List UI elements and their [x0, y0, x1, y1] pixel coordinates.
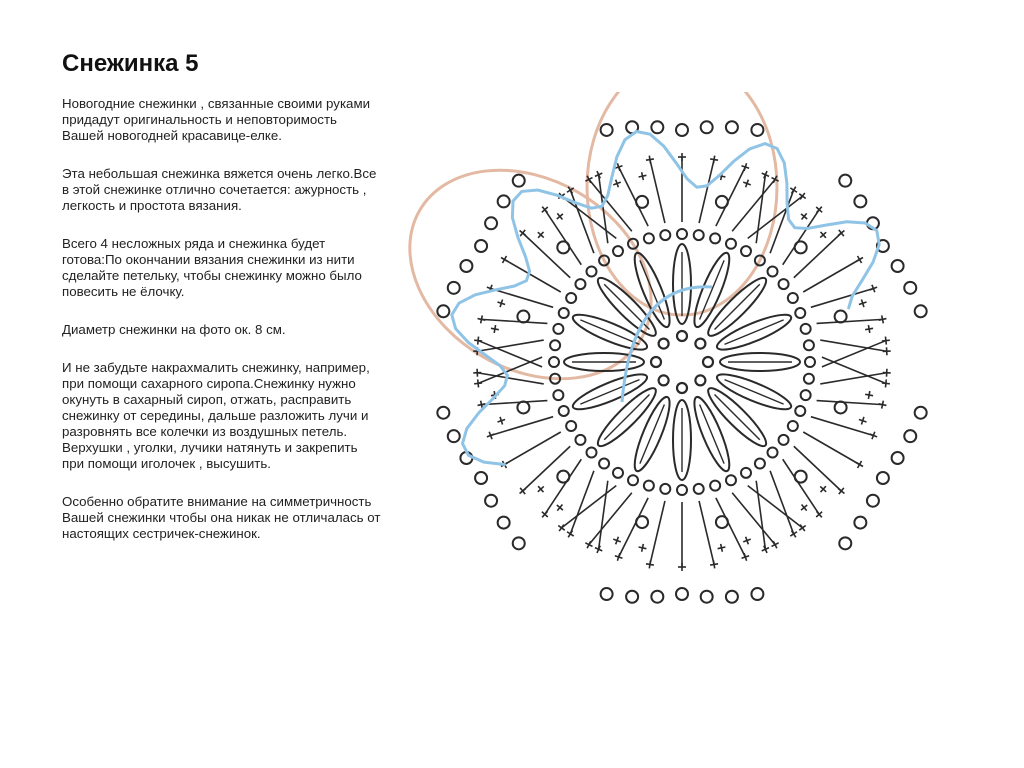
- picot-ring: [485, 217, 497, 229]
- middle-chain-ring: [599, 459, 609, 469]
- middle-chain-ring: [694, 484, 704, 494]
- single-crochet-mark: [742, 535, 752, 545]
- middle-chain-ring: [566, 421, 576, 431]
- middle-chain-ring: [795, 406, 805, 416]
- center-chain-ring: [659, 375, 669, 385]
- single-crochet-mark: [645, 560, 654, 569]
- fan-stitch: [650, 501, 665, 565]
- fan-stitch: [822, 357, 886, 383]
- middle-chain-ring: [553, 324, 563, 334]
- arm-chain-ring: [716, 196, 728, 208]
- single-crochet-mark: [474, 379, 483, 388]
- single-crochet-mark: [788, 185, 799, 196]
- picot-ring: [726, 591, 738, 603]
- fan-stitch: [756, 481, 765, 550]
- middle-chain-ring: [644, 233, 654, 243]
- picot-ring: [460, 260, 472, 272]
- arm-chain-ring: [557, 241, 569, 253]
- middle-chain-ring: [575, 279, 585, 289]
- fan-stitch: [794, 446, 842, 491]
- fan-stitch: [545, 210, 581, 265]
- single-crochet-mark: [878, 400, 887, 409]
- fan-stitch: [803, 260, 859, 293]
- picot-ring: [498, 195, 510, 207]
- single-crochet-mark: [868, 283, 878, 293]
- single-crochet-mark: [477, 315, 486, 324]
- middle-chain-ring: [677, 229, 687, 239]
- single-crochet-mark: [539, 509, 550, 520]
- middle-chain-ring: [768, 266, 778, 276]
- single-crochet-mark: [881, 379, 890, 388]
- middle-chain-ring: [741, 246, 751, 256]
- picot-ring: [701, 591, 713, 603]
- single-crochet-mark: [499, 254, 510, 265]
- picot-ring: [601, 124, 613, 136]
- single-crochet-mark: [883, 347, 891, 355]
- middle-chain-ring: [586, 266, 596, 276]
- single-crochet-mark: [535, 229, 546, 240]
- middle-chain-ring: [779, 279, 789, 289]
- fan-stitch: [732, 493, 775, 545]
- picot-ring: [475, 240, 487, 252]
- single-crochet-mark: [717, 543, 726, 552]
- single-crochet-mark: [798, 502, 809, 513]
- middle-chain-ring: [804, 374, 814, 384]
- single-crochet-mark: [612, 178, 622, 188]
- middle-chain-ring: [559, 406, 569, 416]
- single-crochet-mark: [814, 509, 825, 520]
- center-chain-ring: [703, 357, 713, 367]
- single-crochet-mark: [854, 254, 865, 265]
- middle-chain-ring: [550, 340, 560, 350]
- middle-chain-ring: [741, 468, 751, 478]
- picot-ring: [448, 282, 460, 294]
- single-crochet-mark: [788, 528, 799, 539]
- arm-chain-ring: [835, 311, 847, 323]
- single-crochet-mark: [612, 535, 622, 545]
- center-chain-ring: [677, 331, 687, 341]
- arm-chain-ring: [716, 516, 728, 528]
- fan-stitch: [699, 501, 714, 565]
- single-crochet-mark: [490, 324, 499, 333]
- picot-ring: [513, 175, 525, 187]
- single-crochet-mark: [858, 298, 868, 308]
- middle-chain-ring: [788, 293, 798, 303]
- fan-stitch: [699, 160, 714, 224]
- picot-ring: [854, 517, 866, 529]
- picot-ring: [904, 430, 916, 442]
- middle-chain-ring: [710, 481, 720, 491]
- single-crochet-mark: [473, 369, 481, 377]
- arm-chain-ring: [517, 401, 529, 413]
- single-crochet-mark: [485, 430, 495, 440]
- arm-chain-ring: [636, 196, 648, 208]
- picot-ring: [676, 124, 688, 136]
- picot-ring: [915, 407, 927, 419]
- picot-ring: [601, 588, 613, 600]
- single-crochet-mark: [539, 204, 550, 215]
- fan-stitch: [491, 289, 554, 308]
- arm-chain-ring: [517, 311, 529, 323]
- picot-ring: [651, 121, 663, 133]
- highlight-outline: [392, 92, 777, 421]
- picot-ring: [448, 430, 460, 442]
- single-crochet-mark: [614, 552, 624, 562]
- middle-chain-ring: [559, 308, 569, 318]
- fan-stitch: [570, 471, 594, 534]
- paragraph-rows: Всего 4 несложных ряда и снежинка будет готова:По окончании вязания снежинки из нити сделайте петельку, чтобы снежинку можно было повесить не ёлочку.: [62, 236, 362, 299]
- fan-stitch: [477, 373, 543, 384]
- arm-chain-ring: [557, 471, 569, 483]
- middle-chain-ring: [575, 435, 585, 445]
- middle-chain-ring: [566, 293, 576, 303]
- single-crochet-mark: [474, 336, 483, 345]
- single-crochet-mark: [638, 543, 647, 552]
- middle-chain-ring: [795, 308, 805, 318]
- single-crochet-mark: [818, 229, 829, 240]
- single-crochet-mark: [678, 563, 686, 571]
- single-crochet-mark: [854, 459, 865, 470]
- highlight-arc: [392, 128, 689, 421]
- single-crochet-mark: [709, 155, 718, 164]
- single-crochet-mark: [554, 211, 565, 222]
- single-crochet-mark: [858, 416, 868, 426]
- single-crochet-mark: [742, 178, 752, 188]
- paragraph-starch: И не забудьте накрахмалить снежинку, например, при помощи сахарного сиропа.Снежинку нужно окунуть в сахарный сироп, отжать, расправить снежинку от середины, дальше разложить лучи и разровнять все колечки из воздушных петель. Верхушки , уголки, лучики натянуть и закрепить при помощи иголочек , высушить.: [62, 360, 370, 471]
- single-crochet-mark: [496, 298, 506, 308]
- arm-chain-ring: [835, 401, 847, 413]
- middle-chain-ring: [677, 485, 687, 495]
- center-chain-ring: [659, 339, 669, 349]
- single-crochet-mark: [814, 204, 825, 215]
- middle-chain-ring: [805, 357, 815, 367]
- middle-chain-ring: [804, 340, 814, 350]
- middle-chain-ring: [644, 481, 654, 491]
- single-crochet-mark: [864, 324, 873, 333]
- middle-chain-ring: [660, 230, 670, 240]
- middle-chain-ring: [613, 468, 623, 478]
- middle-chain-ring: [779, 435, 789, 445]
- single-crochet-mark: [740, 552, 750, 562]
- fan-stitch: [545, 459, 581, 514]
- fan-stitch: [599, 481, 608, 550]
- picot-ring: [892, 260, 904, 272]
- middle-chain-ring: [768, 448, 778, 458]
- fan-stitch: [650, 160, 665, 224]
- picot-ring: [626, 591, 638, 603]
- picot-ring: [751, 588, 763, 600]
- picot-ring: [513, 537, 525, 549]
- fan-stitch: [732, 179, 775, 231]
- fan-stitch: [820, 340, 886, 351]
- picot-ring: [475, 472, 487, 484]
- stitch-symbols: [437, 121, 926, 603]
- fan-stitch: [794, 233, 842, 278]
- middle-chain-ring: [726, 475, 736, 485]
- middle-chain-ring: [788, 421, 798, 431]
- picot-ring: [839, 537, 851, 549]
- fan-stitch: [478, 341, 542, 367]
- paragraph-intro: Новогодние снежинки , связанные своими руками придадут оригинальность и неповторимость Вашей новогодней красавице-елке.: [62, 96, 371, 143]
- single-crochet-mark: [740, 162, 750, 172]
- fan-stitch: [523, 446, 571, 491]
- center-chain-ring: [677, 383, 687, 393]
- paragraph-easy: Эта небольшая снежинка вяжется очень легко.Все в этой снежинке отлично сочетается: ажурность , легкость и простота вязания.: [62, 166, 377, 213]
- middle-chain-ring: [801, 324, 811, 334]
- arm-chain-ring: [636, 516, 648, 528]
- fan-stitch: [803, 432, 859, 465]
- single-crochet-mark: [638, 171, 647, 180]
- center-chain-ring: [695, 375, 705, 385]
- fan-stitch: [589, 493, 632, 545]
- path-line: [452, 132, 879, 465]
- fan-stitch: [770, 471, 794, 534]
- fan-stitch: [817, 319, 883, 323]
- picot-ring: [892, 452, 904, 464]
- fan-stitch: [817, 401, 883, 405]
- single-crochet-mark: [798, 211, 809, 222]
- paragraph-diameter: Диаметр снежинки на фото ок. 8 см.: [62, 322, 286, 337]
- article-body: [62, 96, 382, 564]
- page-title: Снежинка 5: [62, 50, 199, 77]
- middle-chain-ring: [710, 233, 720, 243]
- middle-chain-ring: [755, 459, 765, 469]
- picot-ring: [437, 305, 449, 317]
- single-crochet-mark: [554, 502, 565, 513]
- center-chain-ring: [651, 357, 661, 367]
- crochet-snowflake-chart-icon: [392, 92, 972, 632]
- single-crochet-mark: [709, 560, 718, 569]
- picot-ring: [676, 588, 688, 600]
- fan-stitch: [481, 319, 547, 323]
- middle-chain-ring: [726, 239, 736, 249]
- fan-stitch: [783, 459, 819, 514]
- single-crochet-mark: [881, 336, 890, 345]
- picot-ring: [751, 124, 763, 136]
- single-crochet-mark: [645, 155, 654, 164]
- middle-chain-ring: [628, 475, 638, 485]
- picot-ring: [854, 195, 866, 207]
- single-crochet-mark: [678, 153, 686, 161]
- single-crochet-mark: [864, 390, 873, 399]
- fan-stitch: [811, 417, 874, 436]
- middle-chain-ring: [553, 390, 563, 400]
- single-crochet-mark: [535, 483, 546, 494]
- middle-chain-ring: [660, 484, 670, 494]
- single-crochet-mark: [565, 528, 576, 539]
- picot-ring: [877, 472, 889, 484]
- picot-ring: [904, 282, 916, 294]
- middle-chain-ring: [613, 246, 623, 256]
- picot-ring: [726, 121, 738, 133]
- middle-chain-ring: [694, 230, 704, 240]
- middle-chain-ring: [549, 357, 559, 367]
- picot-ring: [701, 121, 713, 133]
- middle-chain-ring: [801, 390, 811, 400]
- single-crochet-mark: [496, 416, 506, 426]
- picot-ring: [437, 407, 449, 419]
- paragraph-symmetry: Особенно обратите внимание на симметричность Вашей снежинки чтобы она никак не отличалась от настоящих сестричек-снежинок.: [62, 494, 381, 541]
- arm-chain-ring: [795, 471, 807, 483]
- middle-chain-ring: [586, 448, 596, 458]
- single-crochet-mark: [878, 315, 887, 324]
- single-crochet-mark: [868, 430, 878, 440]
- picot-ring: [498, 517, 510, 529]
- fan-stitch: [822, 341, 886, 367]
- picot-ring: [839, 175, 851, 187]
- picot-ring: [915, 305, 927, 317]
- center-chain-ring: [695, 339, 705, 349]
- picot-ring: [867, 495, 879, 507]
- fan-stitch: [756, 175, 765, 244]
- single-crochet-mark: [883, 369, 891, 377]
- fan-stitch: [491, 417, 554, 436]
- picot-ring: [651, 591, 663, 603]
- fan-stitch: [504, 432, 560, 465]
- fan-stitch: [811, 289, 874, 308]
- picot-ring: [485, 495, 497, 507]
- arm-chain-ring: [795, 241, 807, 253]
- fan-stitch: [820, 373, 886, 384]
- fan-stitch: [477, 340, 543, 351]
- single-crochet-mark: [818, 483, 829, 494]
